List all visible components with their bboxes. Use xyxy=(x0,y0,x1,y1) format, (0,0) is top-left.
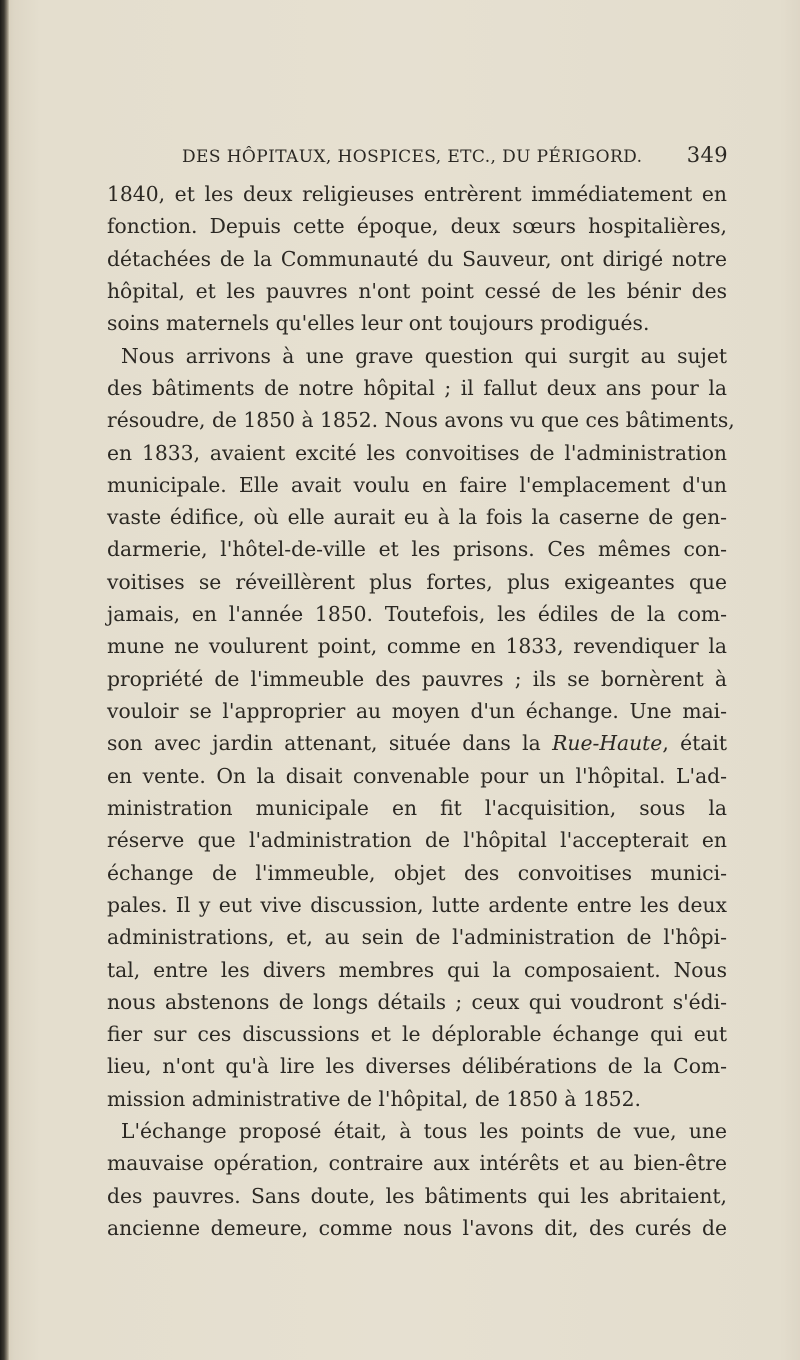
text-line: administrations, et, au sein de l'administration de l'hôpi- xyxy=(107,925,727,950)
text-line: mission administrative de l'hôpital, de 1850 à 1852. xyxy=(107,1086,641,1111)
text-line-with-italic xyxy=(107,727,727,759)
text-line: municipale. Elle avait voulu en faire l'emplacement d'un xyxy=(107,472,727,497)
text-line: lieu, n'ont qu'à lire les diverses délibérations de la Com- xyxy=(107,1054,727,1079)
text-line: hôpital, et les pauvres n'ont point cessé de les bénir des xyxy=(107,278,727,303)
text-line: propriété de l'immeuble des pauvres ; ils se bornèrent à xyxy=(107,666,727,691)
running-title: DES HÔPITAUX, HOSPICES, ETC., DU PÉRIGORD. xyxy=(182,147,643,167)
text-line: mauvaise opération, contraire aux intérêts et au bien-être xyxy=(107,1151,727,1176)
text-line: en 1833, avaient excité les convoitises de l'administration xyxy=(107,440,727,465)
text-line: tal, entre les divers membres qui la composaient. Nous xyxy=(107,957,727,982)
text-line: fonction. Depuis cette époque, deux sœurs hospitalières, xyxy=(107,214,727,239)
text-line: 1840, et les deux religieuses entrèrent immédiatement en xyxy=(107,182,727,206)
text-line: en vente. On la disait convenable pour un l'hôpital. L'ad- xyxy=(107,763,727,788)
text-line: détachées de la Communauté du Sauveur, ont dirigé notre xyxy=(107,246,727,271)
text-line: réserve que l'administration de l'hôpital l'accepterait en xyxy=(107,828,727,853)
text-line: ministration municipale en fit l'acquisition, sous la xyxy=(107,795,727,820)
text-segment: son avec jardin attenant, située dans la xyxy=(107,731,541,756)
text-line: résoudre, de 1850 à 1852. Nous avons vu que ces bâtiments, xyxy=(107,408,735,433)
italic-street-name: Rue-Haute xyxy=(552,731,663,756)
book-binding-edge xyxy=(0,0,9,1360)
text-line: fier sur ces discussions et le déplorable échange qui eut xyxy=(107,1022,727,1047)
text-line: jamais, en l'année 1850. Toutefois, les édiles de la com- xyxy=(107,602,727,627)
body-text xyxy=(107,178,735,1244)
text-line: des bâtiments de notre hôpital ; il fallut deux ans pour la xyxy=(107,375,727,400)
text-line: soins maternels qu'elles leur ont toujours prodigués. xyxy=(107,311,650,336)
text-line: ancienne demeure, comme nous l'avons dit, des curés de xyxy=(107,1216,727,1240)
text-segment: , était xyxy=(662,731,727,756)
text-line: nous abstenons de longs détails ; ceux qui voudront s'édi- xyxy=(107,989,727,1014)
text-line: vouloir se l'approprier au moyen d'un échange. Une mai- xyxy=(107,699,727,723)
text-line: échange de l'immeuble, objet des convoitises munici- xyxy=(107,860,727,885)
text-line: des pauvres. Sans doute, les bâtiments qui les abritaient, xyxy=(107,1183,727,1208)
text-line: pales. Il y eut vive discussion, lutte ardente entre les deux xyxy=(107,892,727,917)
running-header xyxy=(182,143,728,171)
text-line: voitises se réveillèrent plus fortes, plus exigeantes que xyxy=(107,569,727,594)
text-line: L'échange proposé était, à tous les points de vue, une xyxy=(121,1119,727,1144)
text-line: Nous arrivons à une grave question qui surgit au sujet xyxy=(121,343,727,368)
text-line: mune ne voulurent point, comme en 1833, revendiquer la xyxy=(107,634,727,659)
text-line: darmerie, l'hôtel-de-ville et les prisons. Ces mêmes con- xyxy=(107,537,727,562)
page-number: 349 xyxy=(686,143,728,167)
text-line: vaste édifice, où elle aurait eu à la fois la caserne de gen- xyxy=(107,505,727,530)
